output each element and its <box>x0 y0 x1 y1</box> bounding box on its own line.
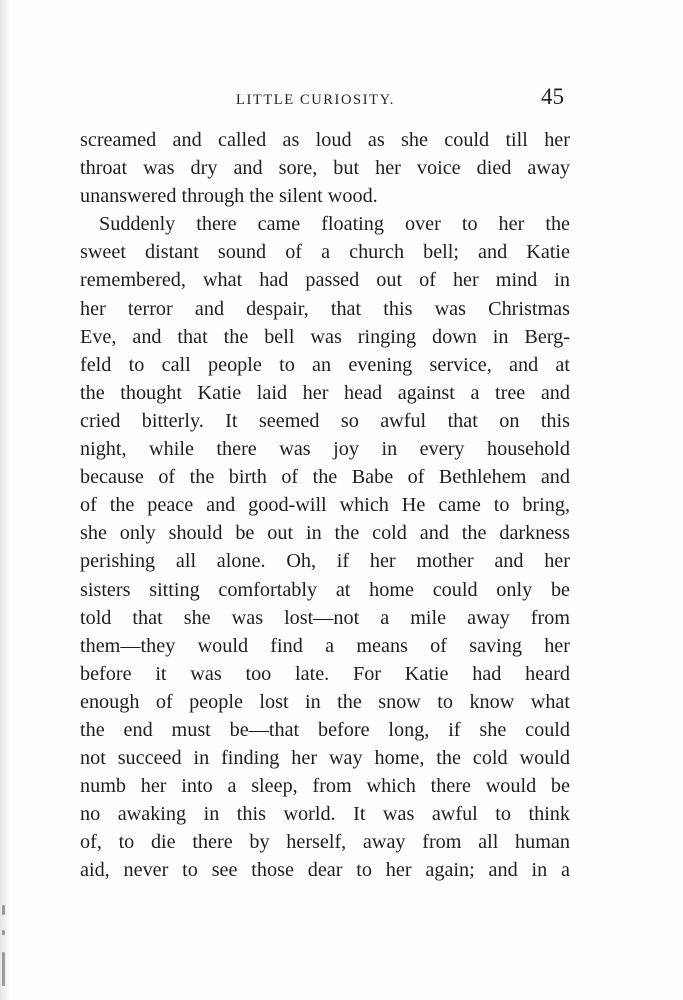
running-title: LITTLE CURIOSITY. <box>236 92 396 108</box>
text-line: no awaking in this world. It was awful to think <box>80 803 570 826</box>
text-line: told that she was lost—not a mile away from <box>80 606 570 629</box>
text-line: unanswered through the silent wood. <box>80 185 378 208</box>
text-line: of the peace and good-will which He came to bring, <box>80 494 570 517</box>
text-line: aid, never to see those dear to her again; and in a <box>80 859 570 882</box>
scan-mark <box>2 930 5 935</box>
text-line: because of the birth of the Babe of Bethlehem and <box>80 466 570 489</box>
scan-edge-shadow <box>0 0 10 1000</box>
text-line: she only should be out in the cold and the darkness <box>80 522 570 545</box>
text-line: cried bitterly. It seemed so awful that on this <box>80 409 570 432</box>
text-line: throat was dry and sore, but her voice died away <box>80 157 570 180</box>
text-line: before it was too late. For Katie had heard <box>80 662 570 685</box>
text-line: night, while there was joy in every household <box>80 438 570 461</box>
text-line: enough of people lost in the snow to know what <box>80 690 570 713</box>
text-line: her terror and despair, that this was Christmas <box>80 297 570 320</box>
paragraph-2 <box>80 210 570 884</box>
text-line: sweet distant sound of a church bell; and Katie <box>80 241 570 264</box>
scan-mark <box>2 952 5 986</box>
text-line: perishing all alone. Oh, if her mother and her <box>80 550 570 573</box>
text-line: the thought Katie laid her head against a tree and <box>80 381 570 404</box>
page-number: 45 <box>541 84 564 109</box>
scan-mark <box>2 905 5 915</box>
text-line: them—they would find a means of saving her <box>80 634 570 657</box>
text-line: Eve, and that the bell was ringing down in Berg- <box>80 325 570 348</box>
text-line: the end must be—that before long, if she could <box>80 718 570 741</box>
text-line: sisters sitting comfortably at home could only be <box>80 578 570 601</box>
text-line: remembered, what had passed out of her mind in <box>80 269 570 292</box>
body-text <box>80 126 570 885</box>
text-line: not succeed in finding her way home, the cold would <box>80 747 570 770</box>
text-line: Suddenly there came floating over to her the <box>99 213 570 236</box>
paragraph-1 <box>80 126 570 210</box>
text-line: numb her into a sleep, from which there would be <box>80 775 570 798</box>
running-head <box>80 86 566 114</box>
text-line: feld to call people to an evening service, and at <box>80 353 570 376</box>
text-line: screamed and called as loud as she could till her <box>80 129 570 151</box>
text-line: of, to die there by herself, away from all human <box>80 831 570 854</box>
